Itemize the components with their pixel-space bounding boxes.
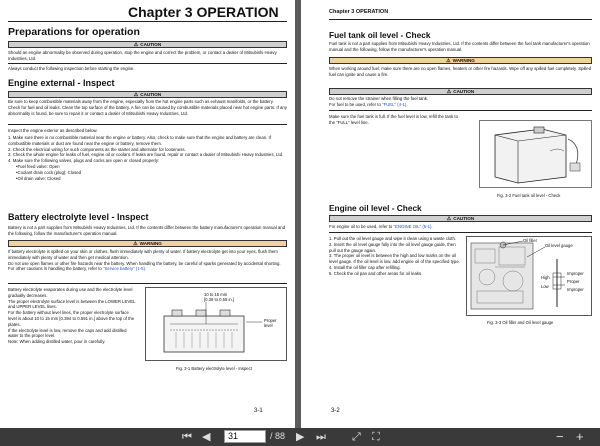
left-page	[0, 0, 295, 428]
caution-bar: ⚠ CAUTION	[8, 91, 287, 98]
section-title: Preparations for operation	[8, 26, 140, 38]
oil-ref: For engine oil to be used, refer to "ENGINE OIL" (5-1).	[329, 224, 433, 229]
inspection-list: 1. Make sure there is no combustible material near the engine or battery. Also, check to make sure that the engine and battery are clean. If combustible materials or dust are found near the engine or battery, remove them. 2. Check the electrical wiring for such components as the starter and alternator for looseness. 3. Check the whole engine for leaks of fuel, engine oil or coolant. If leaks are found, repair or contact a dealer of Mitsubishi Heavy Industries, Ltd. 4. Make sure the following valves, plugs and cocks are open or closed properly: •Fuel feed valve: Open •Coolant drain cock (plug): Closed •Oil drain valve: Closed	[8, 135, 284, 181]
caution-bar: ⚠ CAUTION	[329, 215, 592, 222]
fuel-link[interactable]: "FUEL" (4-1).	[382, 102, 408, 107]
section-title: Battery electrolyte level - Inspect	[8, 212, 149, 222]
previous-page-icon[interactable]: ◀	[202, 431, 211, 443]
last-page-icon[interactable]: ⏭	[316, 431, 326, 443]
warning-text: If battery electrolyte is spilled on your skin or clothes, flush immediately with plenty of water. If battery electrolyte get into your eyes, flush them immediately with plenty of water and then get medical attention. Do not use open flames or other fire hazards near the battery. When handling the battery, be careful of sparks generated by accidental shorting. For other cautions in handling the battery, refer to "Service battery" (1-5).	[8, 249, 281, 272]
note-text: Always conduct the following inspection before starting the engine.	[8, 66, 135, 71]
caution-bar: ⚠ CAUTION	[8, 41, 287, 48]
chapter-title: Chapter 3 OPERATION	[329, 9, 389, 15]
battery-figure: 10 to 15 mm [0.39 to 0.59 in.] Proper level	[145, 287, 287, 361]
engine-illustration	[467, 237, 591, 315]
figure-caption: Fig. 3-1 Battery electrolyte level - Inspect	[176, 366, 252, 371]
warning-bar: ⚠ WARNING	[329, 57, 592, 64]
fuel-ref: For fuel to be used, refer to "FUEL" (4-1).	[329, 102, 408, 107]
fuel-tank-figure	[479, 120, 592, 188]
section-title: Engine oil level - Check	[329, 203, 422, 213]
fit-width-icon[interactable]: ⤢	[352, 431, 361, 443]
warning-text: When working around fuel, make sure there are no open flames, heaters or other fire hazards. Wipe off any spilled fuel completely. Spilled fuel can ignite and cause a fire.	[329, 66, 592, 77]
warning-bar: ⚠ WARNING	[8, 240, 287, 247]
battery-body-text: Battery electrolyte evaporates during use and the electrolyte level gradually decreases. The proper electrolyte surface level is between the LOWER LEVEL and UPPER LEVEL lines. For the battery without level lines, the proper electrolyte surface level is about 10 to 15 mm [0.394 to 0.591 in.] above the top of the plates. If the electrolyte level is low, remove the caps and add distilled water to the proper level. Note: When adding distilled water, pour in carefully.	[8, 287, 136, 345]
caution-text: Do not remove the strainer when filling the fuel tank.	[329, 96, 429, 101]
viewer-toolbar	[0, 428, 600, 446]
right-page	[301, 0, 600, 428]
zoom-out-button[interactable]: −	[556, 429, 564, 444]
caution-text: Be sure to keep combustible materials away from the engine, especially from the hot engine parts such as exhaust manifolds, or the battery. Check for fuel and oil leaks. Clean the top surface of the battery. A fire can be caused by combustible materials placed near hot engine parts. If any abnormality is found, be sure to repair it or contact a dealer of Mitsubishi Heavy Industries, Ltd.	[8, 99, 287, 116]
chapter-title: Chapter 3 OPERATION	[128, 4, 279, 20]
page-number-input[interactable]: 31	[224, 430, 266, 443]
intro-text: Fuel tank is not a part supplies from Mitsubishi Heavy Industries, Ltd. If the contents differ between the fuel tank manufacturer's operation manual and the following, follow the manufacturer's operation manual.	[329, 41, 590, 52]
figure-caption: Fig. 3-3 Oil filler and Oil level gauge	[487, 320, 554, 325]
service-battery-link[interactable]: "Service battery" (1-5).	[103, 266, 147, 272]
oil-steps: 1. Pull out the oil level gauge and wipe it clean using a waste cloth. 2. Insert the oil level gauge fully into the oil level gauge guide, then pull out the gauge again. 3. The proper oil level is between the high and low marks on the oil level gauge. If the oil level is low, add engine oil of the specified type. 4. Install the oil filler cap after refilling. 5. Check the oil pan and other areas for oil leaks.	[329, 236, 460, 276]
intro-text: Inspect the engine exterior as described below.	[8, 128, 98, 133]
intro-text: Battery is not a part supplies from Mitsubishi Heavy Industries, Ltd. If the contents differ between the battery manufacturer's operation manual and the following, follow the manufacturer's operation manual.	[8, 225, 286, 236]
page-number: 3-2	[331, 408, 340, 414]
section-title: Fuel tank oil level - Check	[329, 30, 431, 40]
next-page-icon[interactable]: ▶	[296, 431, 305, 443]
page-total: / 88	[270, 431, 286, 441]
first-page-icon[interactable]: ⏮	[182, 431, 192, 443]
fuel-body-text: Make sure the fuel tank is full. If the fuel level is low, refill the tank to the "FULL" level line.	[329, 114, 458, 125]
page-number: 3-1	[254, 408, 263, 414]
figure-caption: Fig. 3-2 Fuel tank oil level - Check	[497, 193, 561, 198]
caution-bar: ⚠ CAUTION	[329, 88, 592, 95]
section-title: Engine external - Inspect	[8, 78, 115, 88]
engine-oil-link[interactable]: "ENGINE OIL" (5-1).	[393, 224, 433, 229]
engine-oil-figure: Oil filler Oil level gauge High Low Improper Proper Improper	[466, 236, 592, 316]
fit-page-icon[interactable]: ⛶	[372, 431, 380, 443]
zoom-in-button[interactable]: +	[576, 429, 584, 444]
fuel-tank-illustration	[480, 121, 591, 187]
caution-text: Should an engine abnormality be observed during operation, stop the engine and correct the problem, or contact a dealer of Mitsubishi Heavy Industries, Ltd.	[8, 50, 277, 61]
